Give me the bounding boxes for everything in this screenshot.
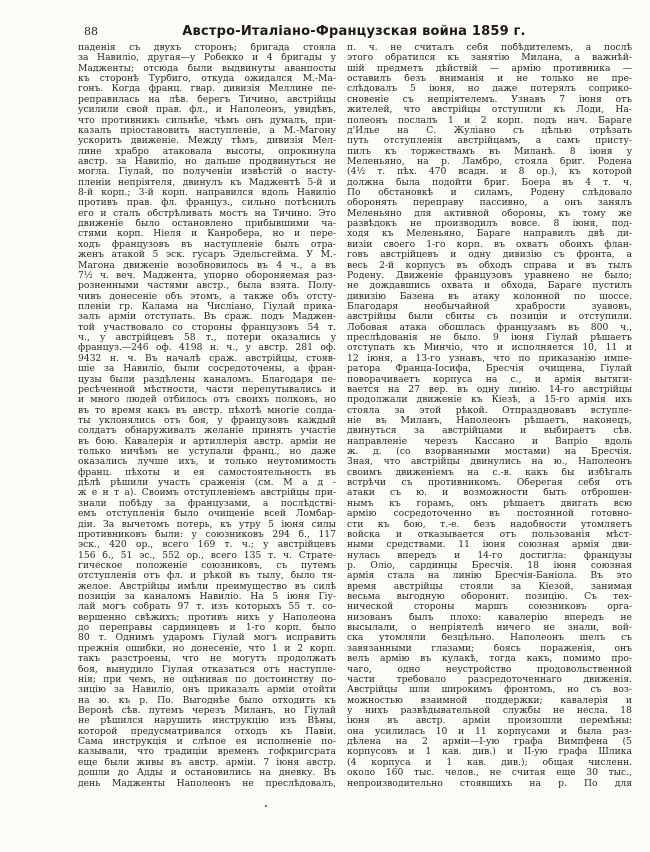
text-line: весь 2-й корпусъ въ обходъ справа и въ тылъ [347, 260, 632, 271]
text-line: оказались лучше ихъ, и только неутомимость [78, 457, 336, 468]
text-line: ж е н т а). Своимъ отступленіемъ австрійцы при- [78, 488, 336, 499]
text-line: этого обратился къ занятію Милана, а важнѣй- [347, 53, 632, 64]
text-line: не дождавшись охвата и обхода, Бараге пустилъ [347, 281, 632, 292]
text-line: нія; при чемъ, не оцѣнивая по достоинству по- [78, 674, 336, 685]
text-line: противъ прав. фл. француз., сильно потѣснилъ [78, 198, 336, 209]
text-line: ходя къ Меленьяно, Бараге направилъ двѣ ди- [347, 229, 632, 240]
text-line: должна была подойти бриг. Боера въ 4 т. ч. [347, 177, 632, 188]
text-line: развѣдокъ не производилъ вовсе. 8 іюня, под- [347, 219, 632, 230]
text-line: пленіи непріятеля, двинулъ къ Маджентѣ 5-й и [78, 177, 336, 188]
text-line: жителей, что австрійцы отступили къ Лоди, На- [347, 105, 632, 116]
text-line: франц. пѣхоты и ея самостоятельность въ [78, 467, 336, 478]
text-line: въ бою. Кавалерія и артиллерія австр. арміи не [78, 436, 336, 447]
text-line: нымъ къ горамъ, онъ рѣшаетъ двигать всю [347, 498, 632, 509]
text-line: стояла за этой рѣкой. Отпраздновавъ вступле- [347, 405, 632, 416]
text-line: (4 корпуса и 1 кав. див.); общая численн. [347, 757, 632, 768]
text-line: эск., 420 ор., всего 169 т. ч.; у австрійцевъ [78, 540, 336, 551]
text-line: преслѣдованія не было. 9 іюня Гіулай рѣшаетъ [347, 333, 632, 344]
text-line: 156 б., 51 эс., 552 ор., всего 135 т. ч. Страте- [78, 550, 336, 561]
text-line: своимъ движеніемъ на с.-в. какъ бы избѣгалъ [347, 467, 632, 478]
text-line: чивъ донесеніе объ этомъ, а также объ отсту- [78, 291, 336, 302]
text-line: Австрійцы шли широкимъ фронтомъ, но съ воз- [347, 685, 632, 696]
right-text-column [347, 43, 632, 789]
text-line: д'Илье на С. Жуліано съ цѣлью отрѣзать [347, 125, 632, 136]
text-line: шіе за Навиліо, были сосредоточены, а фран- [78, 364, 336, 375]
text-line: дивизію Базена въ атаку колонной по шоссе. [347, 291, 632, 302]
text-line: оборонять переправу пассивно, а онъ занялъ [347, 198, 632, 209]
text-line: солдатъ обнаруживалъ желаніе принять участіе [78, 426, 336, 437]
text-line: Меленьяно для активной обороны, къ тому же [347, 208, 632, 219]
text-line: у нихъ развѣдывательной службы не несла. 18 [347, 706, 632, 716]
text-line: атаки съ ю. и возможности быть отброшен- [347, 488, 632, 499]
text-line: 80 т. Однимъ ударомъ Гіулай могъ исправить [78, 633, 336, 644]
text-line: визіи своего 1-го корп. въ охватъ обоихъ флан- [347, 239, 632, 250]
text-line: оставилъ безъ вниманія и не только не пре- [347, 74, 632, 85]
text-line: низованъ былъ плохо: кавалерію впередъ не [347, 612, 632, 623]
text-line: поворачиваетъ корпуса на с., и армія вытяги- [347, 374, 632, 385]
text-line: которой предусматривался отходъ къ Павіи. [78, 726, 336, 737]
text-line: ж. д. (со взорванными мостами) на Бресчія. [347, 447, 632, 458]
text-line: 9432 н. ч. Въ началѣ сраж. австрійцы, стояв- [78, 353, 336, 364]
text-line: прежнія ошибки, но донесеніе, что 1 и 2 корп. [78, 643, 336, 654]
text-line: могла. Гіулай, по полученіи извѣстій о насту- [78, 167, 336, 178]
text-line: пленіи гр. Калама на Числіано, Гіулай прика- [78, 301, 336, 312]
text-line: еще были живы въ австр. арміи. 7 іюня австр. [78, 757, 336, 768]
text-line: армію сосредоточенно въ постоянной готовно- [347, 509, 632, 520]
text-line: велъ армію въ кулакѣ, тогда какъ, помимо про- [347, 654, 632, 665]
text-line: ускорить движеніе. Между тѣмъ, дивизія Мел- [78, 136, 336, 147]
text-line: ска утомляли безцѣльно. Наполеонъ шелъ съ [347, 633, 632, 644]
text-line: отступленія отъ фл. и рѣкой въ тылу, было тя- [78, 571, 336, 582]
text-line: казалъ пріостановить наступленіе, а М.-Магону [78, 125, 336, 136]
text-line: пилъ къ торжествамъ въ Миланѣ. 8 іюня у [347, 146, 632, 157]
text-line: (4½ т. пѣх. 470 всадн. и 8 ор.), къ которой [347, 167, 632, 178]
text-line: австрійцы были сбиты съ позиціи и отступили. [347, 312, 632, 323]
text-line: нулась впередъ и 14-го достигла: французы [347, 550, 632, 561]
text-line: розненными частями австр., была взята. Полу- [78, 281, 336, 292]
text-line: въ то время какъ въ австр. пѣхотѣ многіе солда- [78, 405, 336, 416]
text-line: и много людей отбилось отъ своихъ полковъ, но [78, 395, 336, 406]
text-line: что противникъ сильнѣе, чѣмъ онъ думалъ, при- [78, 115, 336, 126]
text-line: боя, вынудило Гіулая отказаться отъ наступле- [78, 664, 336, 675]
text-line: такъ разстроены, что не могутъ продолжать [78, 654, 336, 665]
text-line: ніе въ Миланъ, Наполеонъ рѣшаетъ, наконецъ, [347, 415, 632, 426]
text-line: По обстановкѣ и силамъ, Родену слѣдовало [347, 188, 632, 199]
text-line: корпусовъ и 1 кав. див.) и II-ую графа Шлика [347, 747, 632, 758]
text-line: р. Оліо, сардинцы Бресчія. 18 іюня союзная [347, 560, 632, 571]
text-line: 12 іюня, а 13-го узнавъ, что по приказанію импе- [347, 353, 632, 364]
text-line: зицію за Навиліо, онъ приказалъ арміи отойти [78, 685, 336, 696]
text-line: емъ отступленія было очищеніе всей Ломбар- [78, 509, 336, 520]
page-number: 88 [84, 25, 98, 38]
text-line: дошли до Адды и остановились на дневку. Въ [78, 768, 336, 779]
text-line: войска и отказывается отъ пользованія мѣст- [347, 529, 632, 540]
text-line: знали побѣду за французами, а послѣдстві- [78, 498, 336, 509]
left-text-column [78, 43, 336, 789]
ink-dot-artifact [265, 805, 267, 807]
text-line: гонъ. Когда франц. гвар. дивизія Меллине пе- [78, 84, 336, 95]
text-columns [78, 43, 632, 789]
text-line: 8-й корп.; 3-й корп. направился вдоль Навиліо [78, 188, 336, 199]
text-line: завязанными глазами; боясь пораженія, онъ [347, 643, 632, 654]
text-line: ратора Франца-Іосифа, Бресчія очищена, Гіулай [347, 364, 632, 375]
text-line: той участвовало со стороны французовъ 54 т. [78, 322, 336, 333]
text-line: ресѣченной мѣстности, части перепутывались и [78, 384, 336, 395]
text-line: она усилилась 10 и 11 корпусами и была раз- [347, 726, 632, 737]
text-line: Родену. Движеніе французовъ уравнено не было; [347, 270, 632, 281]
text-line: дѣлѣ рѣшили участь сраженія (см. М а д - [78, 478, 336, 489]
text-line: продолжали движеніе къ Кіезѣ, а 15-го армія ихъ [347, 395, 632, 406]
text-line: лине храбро атаковала высоты, опрокинула [78, 146, 336, 157]
text-line: ными средствами. 11 іюня союзная армія дви- [347, 540, 632, 551]
text-line: вается на 27 вер. въ одну линію. 14-го австрійцы [347, 384, 632, 395]
text-line: австр. за Навиліо, но дальше продвинуться не [78, 156, 336, 167]
text-line: армія стала на линію Бресчія-Баніола. Въ это [347, 571, 632, 582]
text-line: лай могъ собрать 97 т. изъ которыхъ 55 т. со- [78, 602, 336, 613]
text-line: шій предметъ дѣйствій — армію противника — [347, 63, 632, 74]
text-line: Веронѣ сѣв. путемъ черезъ Миланъ, но Гіулай [78, 706, 336, 716]
text-line: дѣлена на 2 арміи—I-ую графа Вимпфена (5 [347, 737, 632, 748]
text-line: усилили свой прав. фл., и Наполеонъ, увидѣвъ, [78, 105, 336, 116]
text-line: реправилась на лѣв. берегъ Тичино, австрійцы [78, 94, 336, 105]
text-line: ты уклонялись отъ боя, у французовъ каждый [78, 415, 336, 426]
text-line: Зная, что австрійцы двинулись на ю., Наполеонъ [347, 457, 632, 468]
text-line: сновеніе съ непріятелемъ. Узнавъ 7 іюня отъ [347, 94, 632, 105]
page-header [78, 24, 630, 40]
text-line: путь отступленія австрійцамъ, а самъ присту- [347, 136, 632, 147]
text-line: только ничѣмъ не уступали франц., но даже [78, 447, 336, 458]
text-line: діи. За вычетомъ потерь, къ утру 5 іюня силы [78, 519, 336, 530]
text-line: противниковъ были: у союзниковъ 294 б., 117 [78, 529, 336, 540]
text-line: до переправы сардинцевъ и 1-го корп. было [78, 623, 336, 634]
text-line: сти къ бою, т.-е. безъ надобности утомляетъ [347, 519, 632, 530]
text-line: можностью взаимной поддержки; кавалерія и [347, 695, 632, 706]
text-line: цузы были раздѣлены каналомъ. Благодаря пе- [78, 374, 336, 385]
text-line: его и сталъ обстрѣливать мостъ на Тичино. Это [78, 208, 336, 219]
text-line: Мадженты; отсюда были выдвинуты аванпосты [78, 63, 336, 74]
text-line: женъ атакой 5 эск. гусаръ Эдельсгейма. У М.- [78, 250, 336, 261]
text-line: Магона движеніе возобновилось въ 4 ч., а въ [78, 260, 336, 271]
text-line: день Мадженты Наполеонъ не преслѣдовалъ, [78, 778, 336, 789]
text-line: Сама инструкція и слѣпое ея исполненіе по- [78, 737, 336, 748]
text-line: отступать къ Минчіо, что и исполняется 10, 11 и [347, 343, 632, 354]
text-line: къ сторонѣ Турбиго, откуда ожидался М.-Ма- [78, 74, 336, 85]
text-line: говъ австрійцевъ и одну дивизію съ фронта, а [347, 250, 632, 261]
text-line: направленіе черезъ Кассано и Вапріо вдоль [347, 436, 632, 447]
text-line: на ю. къ р. По. Выгоднѣе было отходить къ [78, 695, 336, 706]
text-line: время австрійцы стояли за Кіезой, занимая [347, 581, 632, 592]
text-line: паденія съ двухъ сторонъ; бригада стояла [78, 43, 336, 53]
text-line: п. ч. не считалъ себя побѣдителемъ, а послѣ [347, 43, 632, 53]
text-line: Благодаря необычайной храбрости зуавовъ, [347, 301, 632, 312]
text-line: казывали, что традиціи временъ гофкригсрата [78, 747, 336, 758]
text-line: встрѣчи съ противникомъ. Оберегая себя отъ [347, 478, 632, 489]
text-line: стями корп. Ніеля и Канробера, но и пере- [78, 229, 336, 240]
text-line: полеонъ послалъ 1 и 2 корп. подъ нач. Бараге [347, 115, 632, 126]
text-line: ч., у австрійцевъ 58 т., потери оказались у [78, 333, 336, 344]
text-line: весьма выгодную оборонит. позицію. Съ тех- [347, 592, 632, 603]
text-line: залъ арміи отступать. Въ сраж. подъ Маджен- [78, 312, 336, 323]
text-line: француз.—246 оф. 4198 н. ч., у австр. 281 оф. [78, 343, 336, 354]
running-head-title: Австро-Италіано-Французская война 1859 г. [182, 24, 526, 39]
text-line: позиціи за каналомъ Навиліо. На 5 іюня Гіу- [78, 592, 336, 603]
text-line: части требовало разсредоточеннаго движенія. [347, 674, 632, 685]
text-line: не рѣшился нарушить инструкцію изъ Вѣны, [78, 716, 336, 727]
text-line: вершенно свѣжихъ; противъ нихъ у Наполеона [78, 612, 336, 623]
text-line: двинуться за австрійцами и выбираетъ сѣв. [347, 426, 632, 437]
text-line: нической стороны маршъ союзниковъ орга- [347, 602, 632, 613]
text-line: слѣдовалъ 5 іюня, но даже потерялъ соприко- [347, 84, 632, 95]
text-line: іюня въ австр. арміи произошли перемѣны: [347, 716, 632, 727]
text-line: движеніе было остановлено прибывшими ча- [78, 219, 336, 230]
text-line: за Навиліо, другая—у Робекко и 4 бригады у [78, 53, 336, 64]
text-line: желое. Австрійцы имѣли преимущество въ силѣ [78, 581, 336, 592]
text-line: гическое положеніе союзниковъ, съ путемъ [78, 560, 336, 571]
text-line: Лобовая атака обошлась французамъ въ 800 ч., [347, 322, 632, 333]
text-line: непроизводительно стоявшихъ на р. По для [347, 778, 632, 789]
text-line: высылали, о непріятелѣ ничего не знали, вой- [347, 623, 632, 634]
text-line: ходъ французовъ въ наступленіе былъ отра- [78, 239, 336, 250]
text-line: 7½ ч. веч. Маджента, упорно обороняемая раз- [78, 270, 336, 281]
text-line: около 160 тыс. челов., не считая еще 30 тыс., [347, 768, 632, 779]
text-line: Меленьяно, на р. Ламбро, стояла бриг. Родена [347, 156, 632, 167]
text-line: чаго, одно неустройство продовольственной [347, 664, 632, 675]
